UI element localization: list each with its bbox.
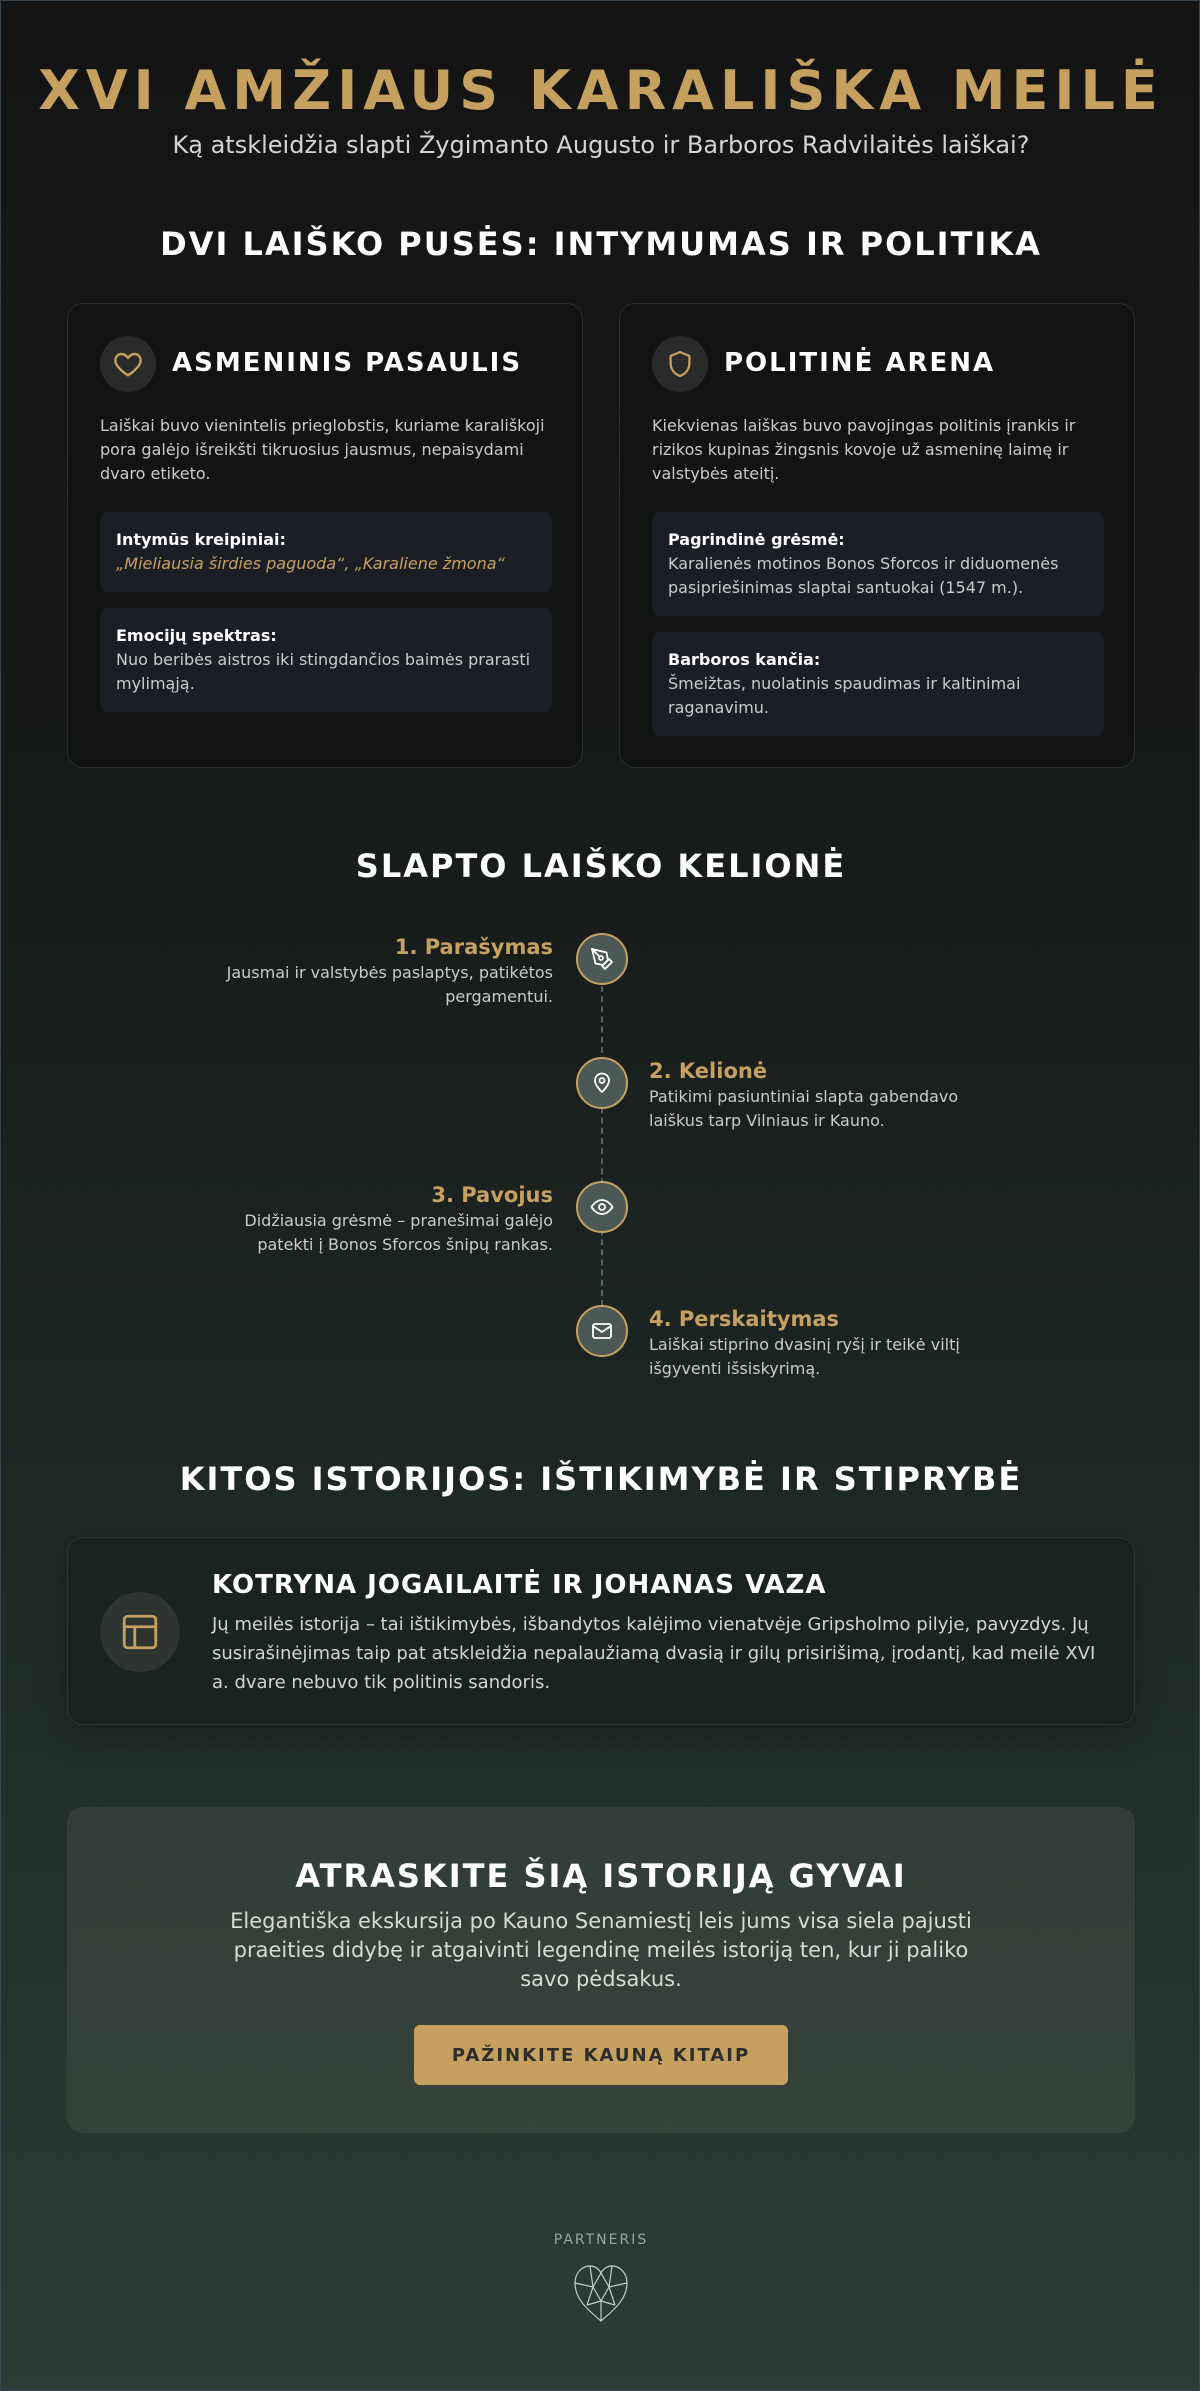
story-text: Jų meilės istorija – tai ištikimybės, išbandytos kalėjimo vienatvėje Gripsholmo pilyje, pavyzdys. Jų susirašinėjimas taip pat atskleidžia nepalaužiamą dvasią ir gilų prisirišimą, įrodantį, kad meilė XVI a. dvare nebuvo tik politinis sandoris. bbox=[212, 1614, 1096, 1693]
page-title: XVI AMŽIAUS KARALIŠKA MEILĖ bbox=[38, 59, 1164, 122]
info-box-threat bbox=[652, 512, 1104, 616]
card-text: Kiekvienas laiškas buvo pavojingas politinis įrankis ir rizikos kupinas žingsnis kovoje už asmeninę laimę ir valstybės ateitį. bbox=[652, 416, 1076, 483]
info-label: Emocijų spektras: bbox=[116, 626, 277, 645]
eye-icon bbox=[576, 1181, 628, 1233]
partner-label: PARTNERIS bbox=[553, 2232, 649, 2248]
info-box-emotions bbox=[100, 608, 552, 712]
step-desc: Didžiausia grėsmė – pranešimai galėjo patekti į Bonos Sforcos šnipų rankas. bbox=[244, 1211, 553, 1254]
timeline-step-1 bbox=[213, 933, 553, 1009]
info-box-suffering bbox=[652, 632, 1104, 736]
cta-section bbox=[67, 1807, 1135, 2133]
heart-icon bbox=[100, 336, 156, 392]
timeline-step-2 bbox=[649, 1057, 989, 1133]
info-value: Karalienės motinos Bonos Sforcos ir diduomenės pasipriešinimas slaptai santuokai (1547 m.). bbox=[668, 554, 1059, 597]
sides-section-title: DVI LAIŠKO PUSĖS: INTYMUMAS IR POLITIKA bbox=[160, 225, 1042, 263]
personal-world-card bbox=[67, 303, 583, 768]
journey-section-title: SLAPTO LAIŠKO KELIONĖ bbox=[355, 847, 847, 885]
info-quote: „Mieliausia širdies paguoda“, „Karaliene žmona“ bbox=[116, 554, 505, 573]
info-label: Barboros kančia: bbox=[668, 650, 821, 669]
envelope-icon bbox=[576, 1305, 628, 1357]
card-title: ASMENINIS PASAULIS bbox=[172, 348, 523, 378]
pen-icon bbox=[576, 933, 628, 985]
step-desc: Patikimi pasiuntiniai slapta gabendavo laiškus tarp Vilniaus ir Kauno. bbox=[649, 1087, 959, 1130]
shield-icon bbox=[652, 336, 708, 392]
card-title: POLITINĖ ARENA bbox=[724, 348, 996, 378]
info-box-appeals bbox=[100, 512, 552, 592]
explore-kaunas-button[interactable]: PAŽINKITE KAUNĄ KITAIP bbox=[414, 2025, 788, 2085]
card-text: Laiškai buvo vienintelis prieglobstis, kuriame karališkoji pora galėjo išreikšti tikruosius jausmus, nepaisydami dvaro etiketo. bbox=[100, 416, 545, 483]
page-subtitle: Ką atskleidžia slapti Žygimanto Augusto ir Barboros Radvilaitės laiškai? bbox=[172, 131, 1030, 159]
map-pin-icon bbox=[576, 1057, 628, 1109]
cta-title: ATRASKITE ŠIĄ ISTORIJĄ GYVAI bbox=[295, 1857, 907, 1895]
cta-text: Elegantiška ekskursija po Kauno Senamiestį leis jums visa siela pajusti praeities didybę ir atgaivinti legendinę meilės istoriją ten, kur ji paliko savo pėdsakus. bbox=[230, 1909, 972, 1991]
timeline-step-3 bbox=[213, 1181, 553, 1257]
political-arena-card bbox=[619, 303, 1135, 768]
timeline-line bbox=[601, 986, 603, 1306]
layout-icon bbox=[100, 1592, 180, 1672]
info-label: Intymūs kreipiniai: bbox=[116, 530, 286, 549]
story-title: KOTRYNA JOGAILAITĖ IR JOHANAS VAZA bbox=[212, 1570, 827, 1600]
page bbox=[1, 1, 1200, 2391]
timeline-step-4 bbox=[649, 1305, 989, 1381]
step-desc: Jausmai ir valstybės paslaptys, patikėtos pergamentui. bbox=[226, 963, 553, 1006]
step-title: 1. Parašymas bbox=[394, 935, 553, 959]
info-value: Šmeižtas, nuolatinis spaudimas ir kaltinimai raganavimu. bbox=[668, 674, 1021, 717]
step-title: 3. Pavojus bbox=[431, 1183, 553, 1207]
info-value: Nuo beribės aistros iki stingdančios baimės prarasti mylimąją. bbox=[116, 650, 531, 693]
step-title: 2. Kelionė bbox=[649, 1059, 768, 1083]
info-label: Pagrindinė grėsmė: bbox=[668, 530, 845, 549]
heart-logo-icon bbox=[571, 2261, 631, 2325]
stories-section-title: KITOS ISTORIJOS: IŠTIKIMYBĖ IR STIPRYBĖ bbox=[179, 1460, 1023, 1498]
step-desc: Laiškai stiprino dvasinį ryšį ir teikė viltį išgyventi išsiskyrimą. bbox=[649, 1335, 960, 1378]
story-card bbox=[67, 1537, 1135, 1725]
step-title: 4. Perskaitymas bbox=[649, 1307, 840, 1331]
